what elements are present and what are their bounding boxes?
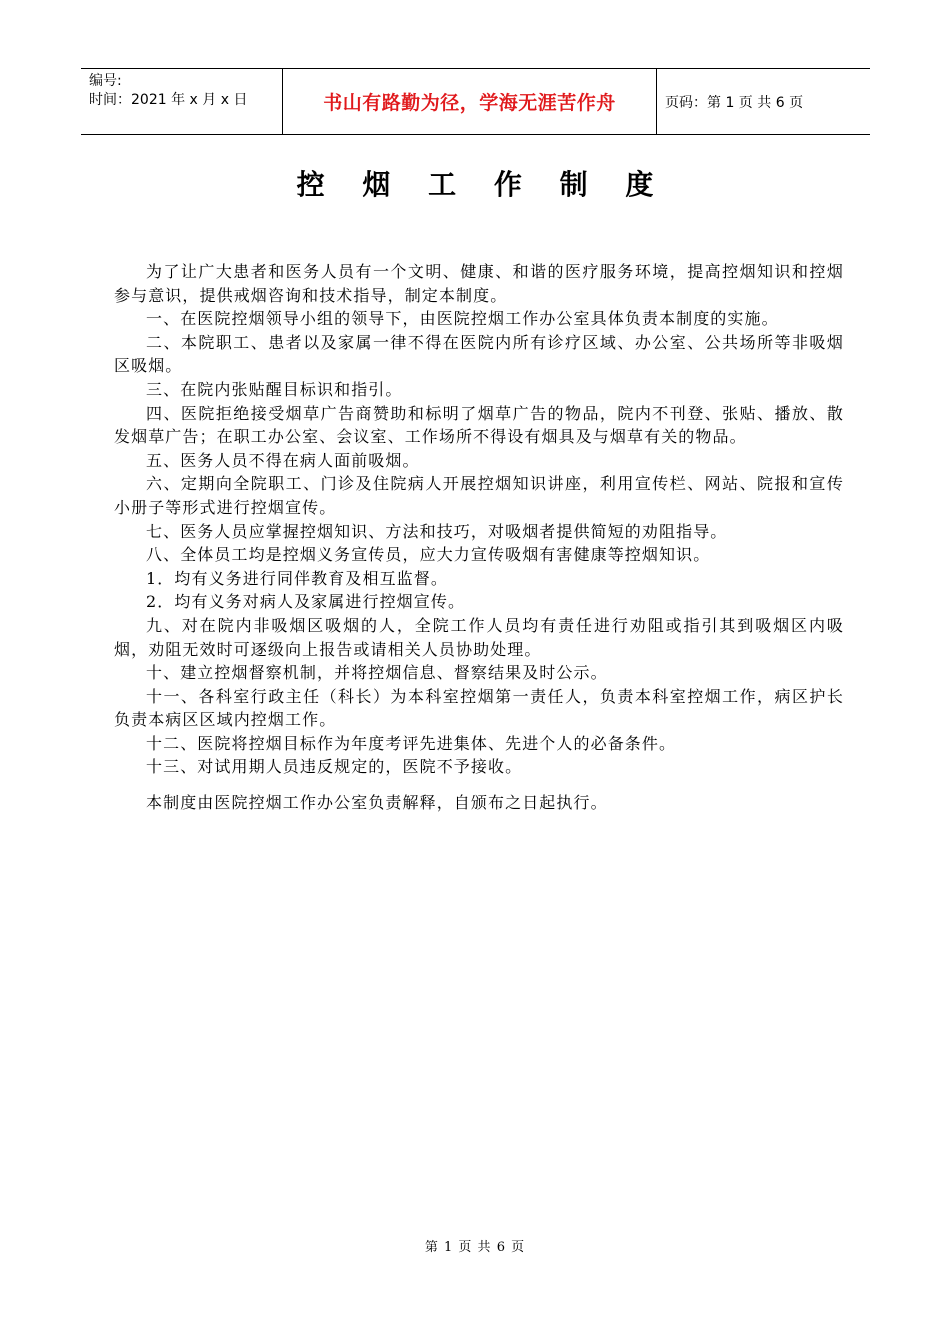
document-body	[114, 260, 844, 815]
paragraph: 一、在医院控烟领导小组的领导下，由医院控烟工作办公室具体负责本制度的实施。	[146, 309, 779, 329]
paragraph: 六、定期向全院职工、门诊及住院病人开展控烟知识讲座，利用宣传栏、网站、院报和宣传小册子等形式进行控烟宣传。	[114, 474, 844, 517]
paragraph: 八、全体员工均是控烟义务宣传员，应大力宣传吸烟有害健康等控烟知识。	[146, 545, 711, 565]
paragraph: 十一、各科室行政主任（科长）为本科室控烟第一责任人，负责本科室控烟工作，病区护长负责本病区区域内控烟工作。	[114, 686, 844, 730]
document-title: 控 烟 工 作 制 度	[296, 168, 668, 201]
paragraph: 十三、对试用期人员违反规定的，医院不予接收。	[146, 757, 523, 777]
paragraph: 2．均有义务对病人及家属进行控烟宣传。	[146, 592, 466, 612]
paragraph: 四、医院拒绝接受烟草广告商赞助和标明了烟草广告的物品，院内不刊登、张贴、播放、散发烟草广告；在职工办公室、会议室、工作场所不得设有烟具及与烟草有关的物品。	[114, 403, 844, 447]
header-page-number: 页码：第 1 页 共 6 页	[665, 94, 804, 111]
paragraph: 十、建立控烟督察机制，并将控烟信息、督察结果及时公示。	[146, 663, 608, 683]
paragraph: 七、医务人员应掌握控烟知识、方法和技巧，对吸烟者提供简短的劝阻指导。	[146, 521, 728, 541]
paragraph: 十二、医院将控烟目标作为年度考评先进集体、先进个人的必备条件。	[146, 733, 677, 753]
paragraph: 1．均有义务进行同伴教育及相互监督。	[146, 568, 448, 588]
closing-paragraph: 本制度由医院控烟工作办公室负责解释，自颁布之日起执行。	[146, 793, 608, 813]
document-number: 编号:	[89, 73, 122, 89]
paragraph: 九、对在院内非吸烟区吸烟的人，全院工作人员均有责任进行劝阻或指引其到吸烟区内吸烟，劝阻无效时可逐级向上报告或请相关人员协助处理。	[114, 615, 844, 659]
paragraph: 五、医务人员不得在病人面前吸烟。	[146, 450, 420, 470]
header-motto: 书山有路勤为径，学海无涯苦作舟	[282, 69, 657, 134]
paragraph: 三、在院内张贴醒目标识和指引。	[146, 379, 403, 399]
page-footer: 第 1 页 共 6 页	[424, 1240, 526, 1255]
paragraph: 二、本院职工、患者以及家属一律不得在医院内所有诊疗区域、办公室、公共场所等非吸烟区吸烟。	[114, 332, 844, 376]
document-header	[81, 68, 870, 135]
paragraph: 为了让广大患者和医务人员有一个文明、健康、和谐的医疗服务环境，提高控烟知识和控烟参与意识，提供戒烟咨询和技术指导，制定本制度。	[114, 262, 844, 305]
header-meta	[81, 69, 282, 134]
document-date: 时间：2021 年 x 月 x 日	[89, 92, 248, 108]
